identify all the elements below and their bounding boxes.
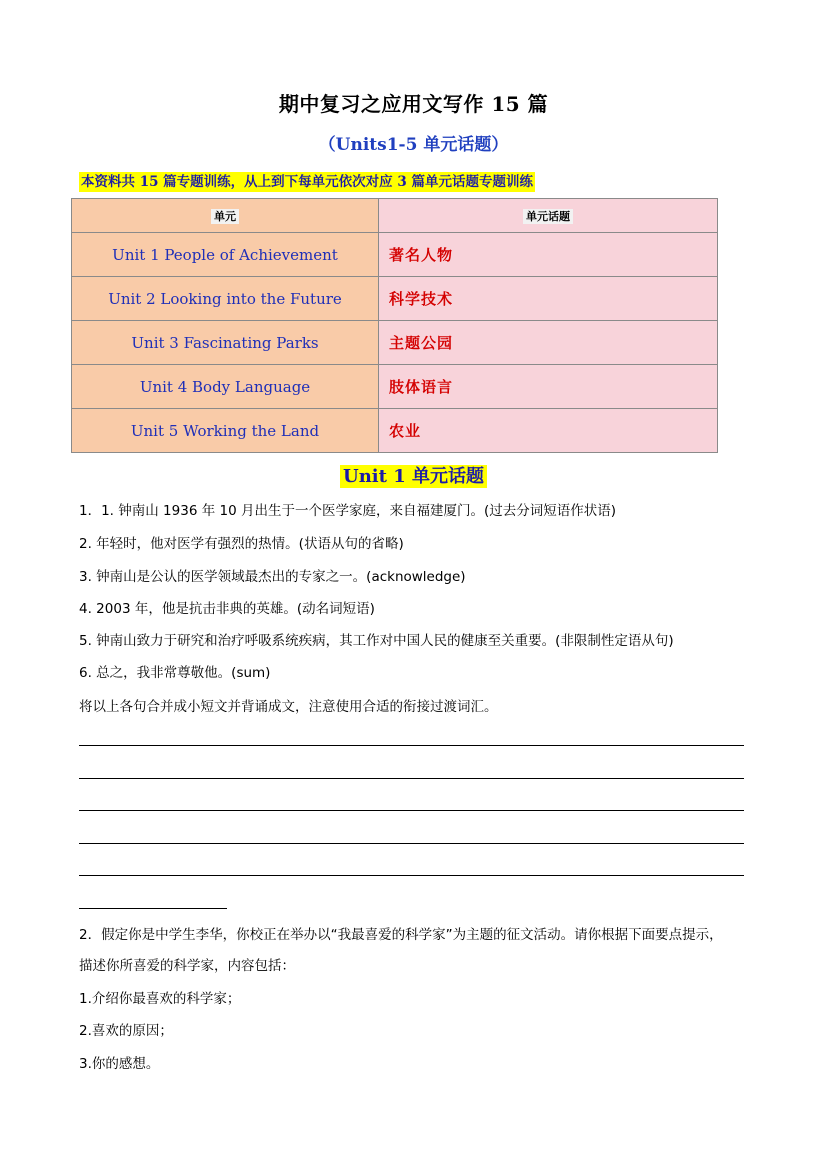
exercise1-line: 1．1. 钟南山 1936 年 10 月出生于一个医学家庭，来自福建厦门。(过去分词短语作状语) (79, 503, 616, 519)
intro-highlight: 本资料共 15 篇专题训练，从上到下每单元依次对应 3 篇单元话题专题训练 (81, 174, 533, 190)
topic-cell: 科学技术 (379, 277, 718, 321)
exercise2-line: 3.你的感想。 (79, 1056, 160, 1072)
section-heading: Unit 1 单元话题 (0, 462, 827, 488)
unit-cell: Unit 5 Working the Land (72, 409, 379, 453)
table-row (72, 321, 718, 365)
page-subtitle: （Units1-5 单元话题） (318, 135, 509, 155)
topic-cell: 主题公园 (379, 321, 718, 365)
exercise1-line: 2. 年轻时，他对医学有强烈的热情。(状语从句的省略) (79, 536, 404, 552)
exercise2-line: 2.喜欢的原因； (79, 1023, 173, 1039)
section-divider (79, 908, 227, 909)
exercise1-line: 6. 总之，我非常尊敬他。(sum) (79, 665, 271, 681)
unit-cell: Unit 1 People of Achievement (72, 233, 379, 277)
unit-cell: Unit 4 Body Language (72, 365, 379, 409)
exercise1-line: 3. 钟南山是公认的医学领域最杰出的专家之一。(acknowledge) (79, 569, 466, 585)
table-row (72, 277, 718, 321)
exercise1-instruction: 将以上各句合并成小短文并背诵成文，注意使用合适的衔接过渡词汇。 (79, 699, 498, 715)
exercise1-line: 4. 2003 年，他是抗击非典的英雄。(动名词短语) (79, 601, 375, 617)
page-title: 期中复习之应用文写作 15 篇 (278, 92, 549, 116)
answer-line[interactable] (79, 778, 744, 779)
exercise1-line: 5. 钟南山致力于研究和治疗呼吸系统疾病，其工作对中国人民的健康至关重要。(非限制性定语从句) (79, 633, 674, 649)
table-header-row (72, 199, 718, 233)
answer-line[interactable] (79, 810, 744, 811)
units-table (71, 198, 718, 453)
answer-line[interactable] (79, 875, 744, 876)
table-row (72, 365, 718, 409)
topic-cell: 肢体语言 (379, 365, 718, 409)
table-header-topic: 单元话题 (379, 199, 718, 233)
exercise2-line: 1.介绍你最喜欢的科学家； (79, 991, 241, 1007)
topic-cell: 农业 (379, 409, 718, 453)
unit-cell: Unit 2 Looking into the Future (72, 277, 379, 321)
table-row (72, 233, 718, 277)
answer-line[interactable] (79, 843, 744, 844)
table-header-unit: 单元 (72, 199, 379, 233)
exercise2-line: 2．假定你是中学生李华，你校正在举办以“我最喜爱的科学家”为主题的征文活动。请你根据下面要点提示， (79, 927, 723, 943)
answer-line[interactable] (79, 745, 744, 746)
unit-cell: Unit 3 Fascinating Parks (72, 321, 379, 365)
table-row (72, 409, 718, 453)
exercise2-line: 描述你所喜爱的科学家，内容包括： (79, 958, 295, 974)
topic-cell: 著名人物 (379, 233, 718, 277)
